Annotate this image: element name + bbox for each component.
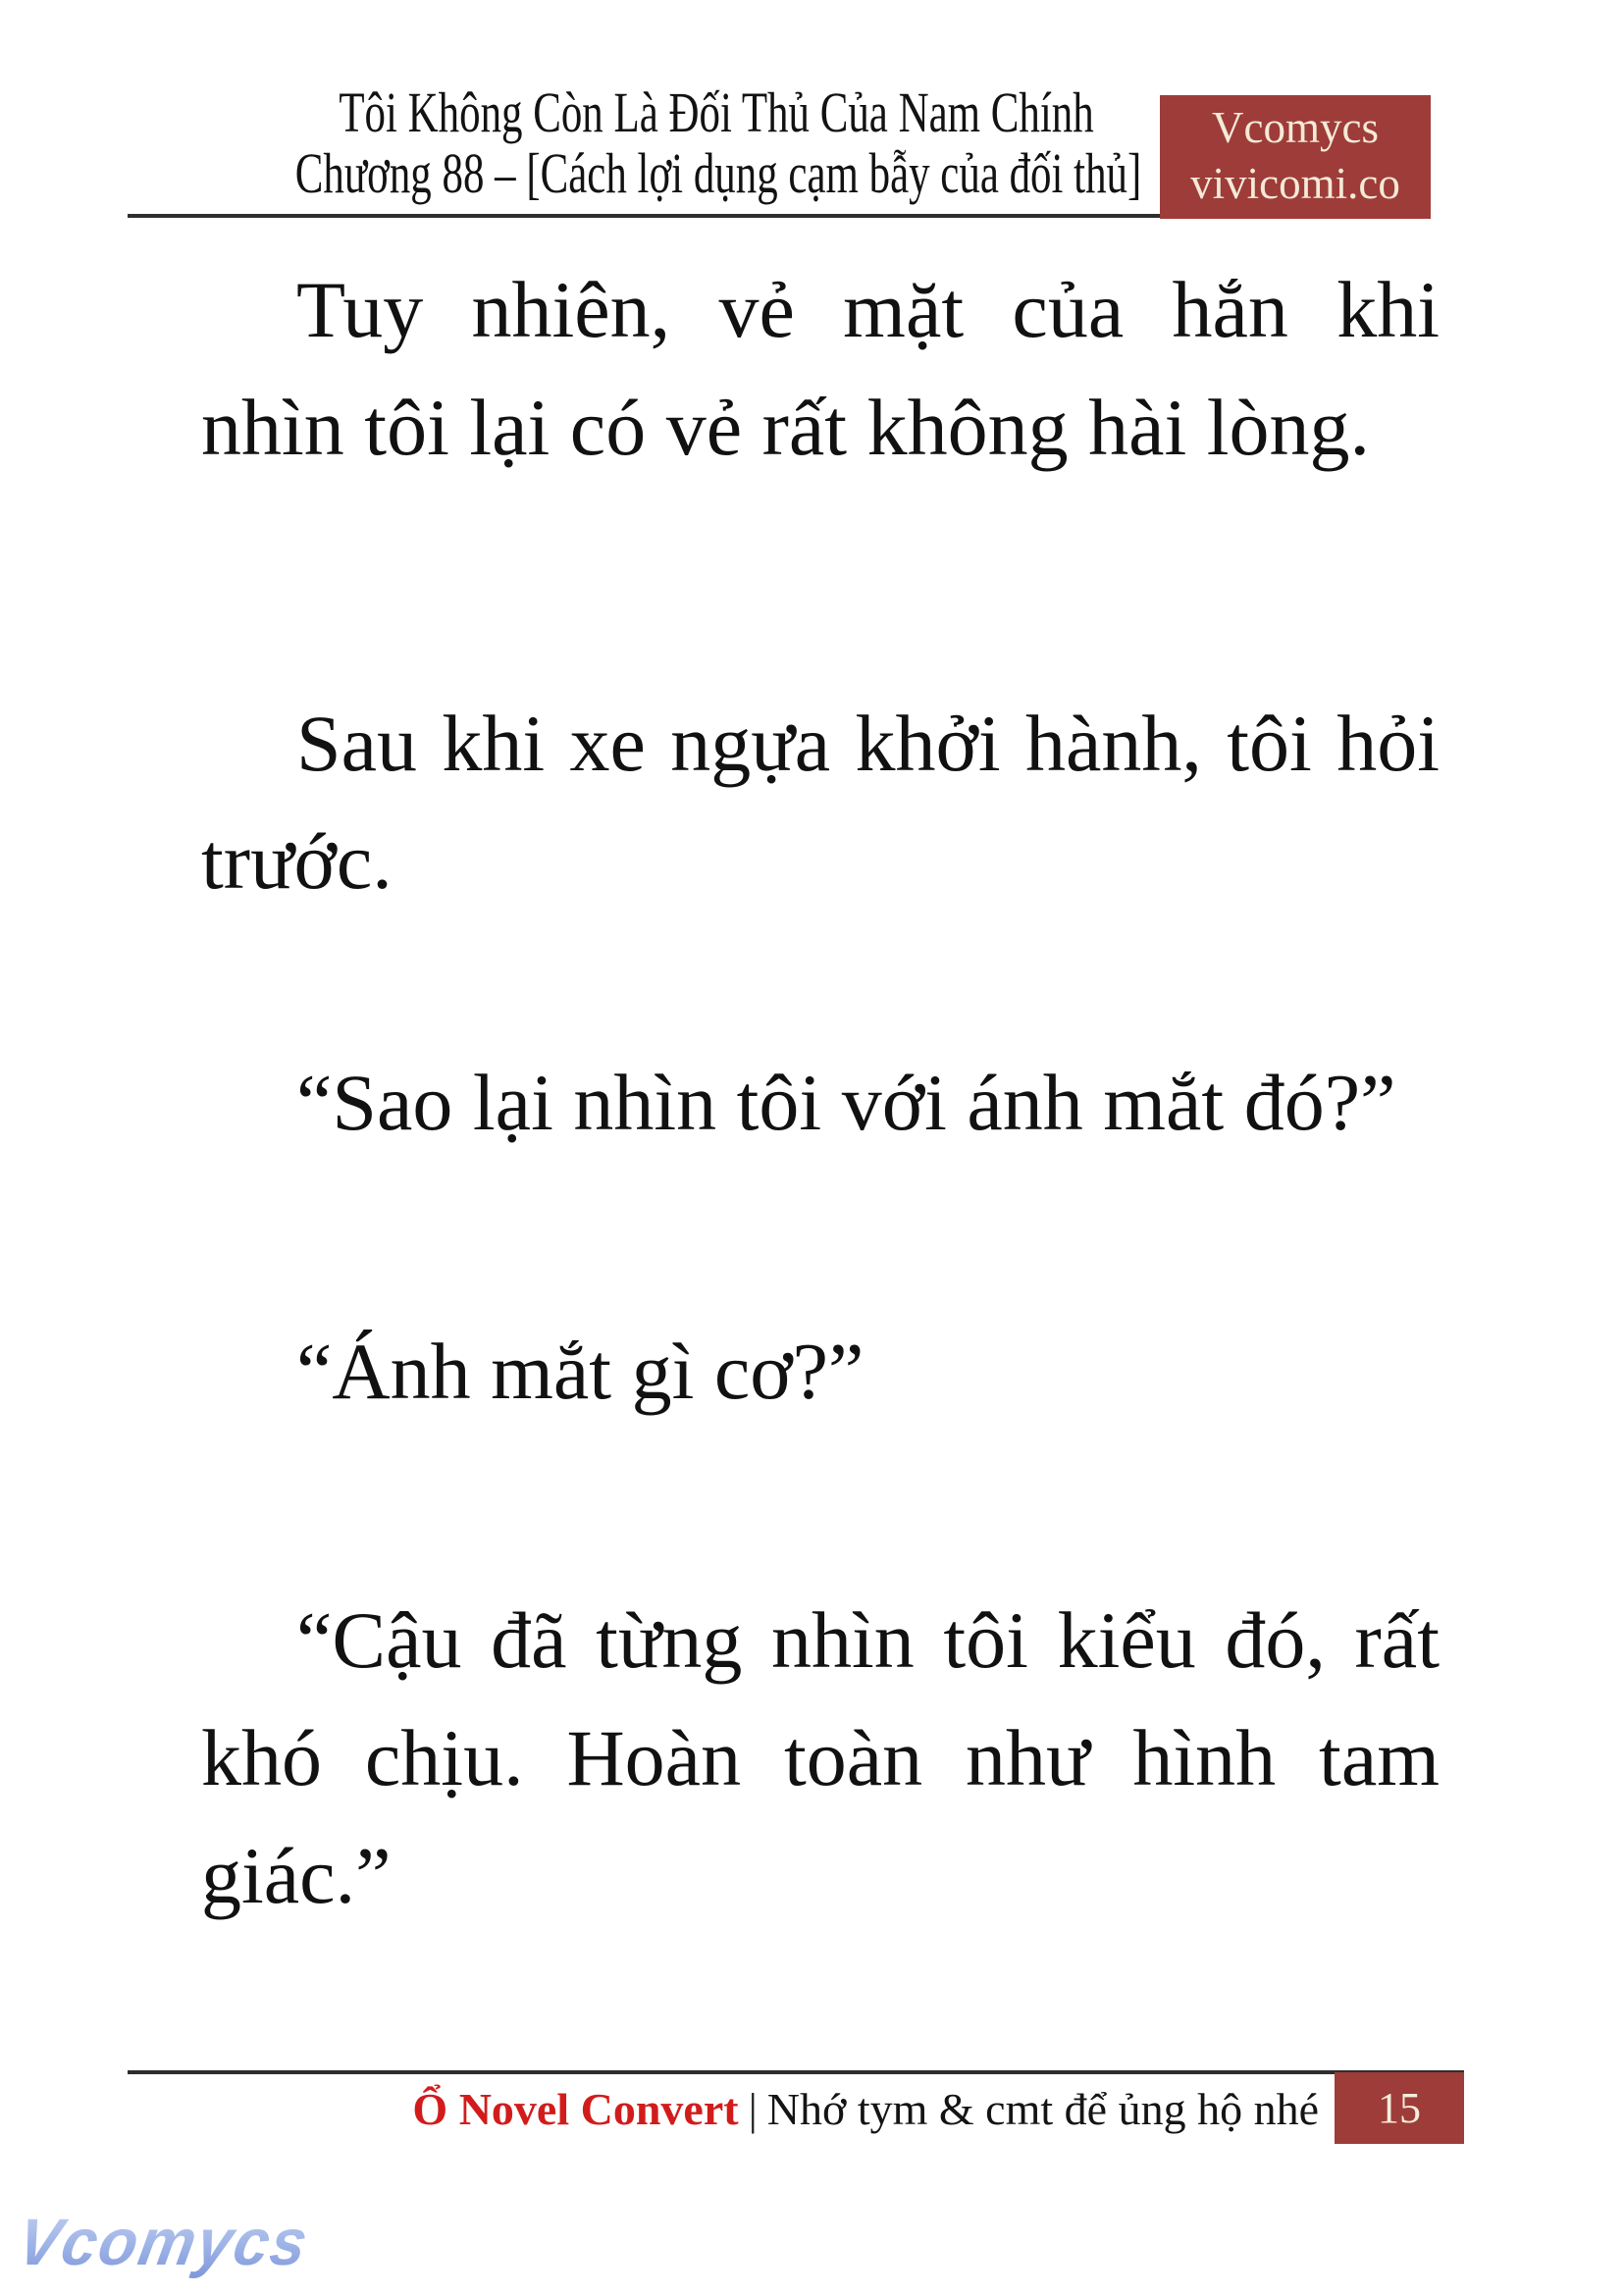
footer-separator: |: [748, 2084, 758, 2134]
paragraph: [201, 1313, 1440, 1431]
chapter-title: Chương 88 – [Cách lợi dụng cạm bẫy của đối thủ]: [294, 141, 1142, 205]
text-line: “Sao lại nhìn tôi với ánh mắt đó?”: [296, 1058, 1396, 1147]
page-number-badge: [1335, 2072, 1464, 2144]
footer-brand: Ổ Novel Convert: [412, 2084, 739, 2134]
text-line: giác.”: [201, 1831, 392, 1920]
site-badge-domain: vivicomi.co: [1190, 159, 1400, 208]
page-header: [294, 80, 1142, 205]
text-line: Sau khi xe ngựa khởi hành, tôi hỏi: [296, 699, 1440, 788]
text-line: Tuy nhiên, vẻ mặt của hắn khi: [296, 265, 1440, 354]
page-footer: [412, 2079, 1319, 2140]
text-line: “Cậu đã từng nhìn tôi kiểu đó, rất: [296, 1595, 1440, 1685]
vcomycs-watermark-logo: Vcomycs: [12, 2205, 315, 2279]
text-line: “Ánh mắt gì cơ?”: [296, 1327, 864, 1416]
book-title: Tôi Không Còn Là Đối Thủ Của Nam Chính: [339, 80, 1094, 144]
chapter-text: [201, 218, 1440, 1935]
footer-divider: [128, 2070, 1464, 2074]
page-number: 15: [1378, 2084, 1421, 2132]
text-line: nhìn tôi lại có vẻ rất không hài lòng.: [201, 383, 1371, 472]
footer-message: Nhớ tym & cmt để ủng hộ nhé: [766, 2084, 1319, 2134]
paragraph: [201, 1582, 1440, 1935]
text-line: trước.: [201, 816, 393, 906]
paragraph: [201, 1044, 1440, 1162]
site-badge-name: Vcomycs: [1212, 103, 1379, 152]
paragraph: [201, 251, 1440, 487]
site-badge: [1160, 95, 1431, 219]
paragraph: [201, 685, 1440, 920]
text-line: khó chịu. Hoàn toàn như hình tam: [201, 1713, 1440, 1802]
